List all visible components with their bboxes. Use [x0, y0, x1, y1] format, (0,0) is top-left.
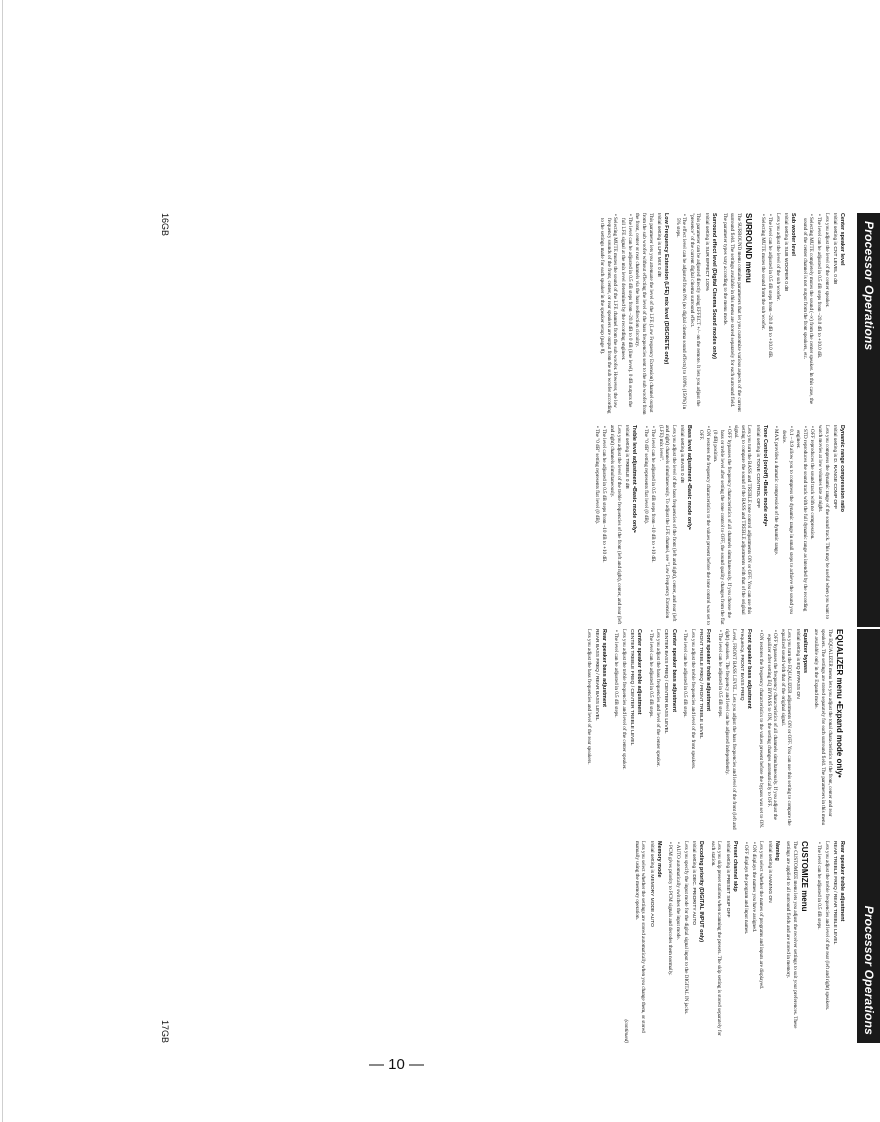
bullet-item: • Selecting MUTE mutes the sound of the LFE channel from the sub woofer. However, the low frequency sounds of the front, center, or rear speakers are output from the sub woofer according to the settings made for each speaker in the speaker setup (page 8). — [599, 214, 619, 414]
bullet-item: • The level can be adjusted in 0.5 dB steps. — [647, 630, 654, 718]
bullet-item: • The level can be adjusted in 0.5 dB steps from –20.0 dB to +10.0 dB. — [816, 214, 822, 359]
bullet-item: • The level can be adjusted in 0.5 dB steps. — [612, 630, 619, 718]
bullet-item: • The level can be adjusted in 0.5 dB steps. — [682, 630, 689, 718]
section-heading: Decoding priority (DIGITAL INPUT only) — [697, 841, 704, 943]
section-heading: Sub woofer level — [790, 213, 797, 256]
right-page-header: Processor Operations — [857, 629, 880, 1043]
initial-setting-line: Initial setting is SUR EFFECT 100% — [703, 213, 709, 291]
menu-heading: EQUALIZER menu •Expand mode only• — [835, 629, 844, 778]
bullet-item: • The level can be adjusted in 0.5 dB steps from –20.0 dB to +10.0 dB. — [767, 214, 774, 359]
bullet-item: • MAX provides a dramatic compression of the dynamic range. — [773, 426, 780, 556]
menu-heading: SURROUND menu — [743, 213, 753, 283]
bullet-item: • ON restores the frequency characteristics to the values present before the tone control was set to OFF. — [698, 426, 711, 625]
bullet-item: • OFF reproduces the sound track with no compression. — [809, 426, 816, 540]
body-paragraph: Lets you skip preset stations when scanning the presets. The skip setting is stored separately for each station. — [709, 841, 723, 1036]
bullet-item: • The level can be adjusted in 0.5 dB steps. — [816, 842, 822, 930]
body-paragraph: Lets you adjust the treble frequencies and level of the rear (left and right) speakers. — [823, 841, 830, 1011]
section-heading: Front speaker bass adjustment — [746, 629, 753, 709]
manual-spread — [160, 213, 880, 1043]
body-paragraph: Lets you adjust the level of the center speaker. — [823, 213, 830, 308]
section-heading: Naming — [773, 841, 780, 861]
body-paragraph: Lets you adjust the bass frequencies and level of the center speaker. — [655, 629, 662, 767]
bullet-item: • ON displays the names you have assigned. — [750, 842, 757, 933]
body-paragraph: Level, FRONT BASS LEVEL. Lets you adjust the bass frequencies and level of the front (left and right) speakers. The frequency and level can be adjusted independently. — [724, 629, 737, 830]
section-heading: Rear speaker bass adjustment — [601, 629, 608, 707]
section-heading: Center speaker level — [839, 213, 845, 266]
section-heading: Bass level adjustment •Basic mode only• — [686, 425, 693, 530]
initial-setting-line: CENTER TREBLE FREQ / CENTER TREBLE LEVEL — [628, 629, 634, 746]
bullet-item: • OFF bypasses the frequency characteristics of all channels simultaneously. If you adjust the equalizer after setting EQ BYPASS to ON, the setting changes automatically to OFF. — [765, 630, 779, 820]
section-heading: Treble level adjustment •Basic mode only• — [631, 425, 638, 533]
initial-setting-line: Initial setting is CNT LEVEL 0 dB — [831, 213, 837, 285]
initial-setting-line: Initial setting is BASS 0 dB — [679, 425, 685, 483]
right-page-columns — [182, 629, 850, 1043]
initial-setting-line: Initial setting is TREBLE 0 dB — [624, 425, 630, 489]
body-paragraph: Lets you adjust the treble frequencies and level of the front speakers. — [689, 629, 696, 770]
menu-heading: CUSTOMIZE menu — [800, 841, 810, 912]
initial-setting-line: Initial setting is EQ BYPASS ON — [794, 629, 800, 699]
section-heading: Center speaker bass adjustment — [670, 629, 677, 712]
body-paragraph: Lets you select whether the settings are stored automatically when you change them, or stored manually using the memory operation. — [633, 841, 647, 1033]
initial-setting-line: CENTER BASS FREQ / CENTER BASS LEVEL — [663, 629, 669, 734]
body-paragraph: Lets you turn the BASS and TREBLE tone control adjustments ON or OFF. You can use this setting to compare the sound of the BASS and TREBLE adjustments with that of the original signal. — [733, 425, 753, 615]
left-column-2 — [182, 425, 850, 627]
body-paragraph: The EQUALIZER menu lets you adjust the tonal characteristics of the front, center and rear speakers. The settings are stored separately for each surround field. The parameters in this menu are available only in the Expand mode. — [813, 629, 833, 826]
bullet-item: • STD reproduces the sound track with the full dynamic range as intended by the recording engineer. — [795, 426, 808, 612]
bullet-item: • The level can be adjusted in 0.5 dB steps. — [716, 630, 723, 718]
bullet-item: • 0.1 – 0.9 allow you to compress the dynamic range in small steps to achieve the sound you desire. — [780, 426, 794, 614]
section-heading: Dynamic range compression ratio — [839, 425, 845, 512]
bullet-item: • OFF bypasses the frequency characteristics of all channels simultaneously. If you choose the bass or treble level after setting the tone control to OFF, the sound quality changes from the flat (0 dB) position. — [712, 426, 732, 625]
initial-setting-line: Initial setting is TONE CONTROL OFF — [754, 425, 760, 509]
body-paragraph: The SURROUND menu contains parameters that let you customize various aspects of the current surround field. The settings available in this menu are stored separately for each surround field. The parameter types vary according to the menu mode. — [722, 213, 742, 412]
body-paragraph: Lets you turn the EQUALIZER adjustments ON or OFF. You can use this setting to compare the equalized sound with that of the original signal. — [779, 629, 793, 826]
bullet-item: • The "0 dB" setting represents flat level (0 dB). — [593, 426, 600, 524]
initial-setting-line: Initial setting is DEC. PRIORITY AUTO — [690, 841, 696, 926]
bullet-item: • The level can be adjusted in 0.5 dB steps from –10 dB to +10 dB. — [601, 426, 608, 563]
initial-setting-line: REAR TREBLE FREQ / REAR TREBLE LEVEL — [831, 841, 837, 945]
bullet-item: • Selecting MUTE mutes the sound from the sub woofer. — [759, 214, 766, 330]
bullet-item: • The effect level can be adjusted from 0% (no digital cinema sound effects) to 100% (150%) in 5% steps. — [674, 214, 688, 410]
body-paragraph: Lets you adjust the level of the treble frequencies of the front (left and right), center, and rear (left and right) channels simultaneously. — [609, 425, 622, 625]
body-paragraph: Lets you adjust the level of the bass frequencies of the front (left and right), center, and rear (left and right) channels simultaneously. To adjust the LFE channel, see "Low Frequency Extension (LFE) mix level". — [657, 425, 678, 622]
section-heading: Equalizer bypass — [801, 629, 808, 674]
body-paragraph: Lets you specify the input mode for the digital signal input to the DIGITAL IN jacks. — [682, 841, 689, 1015]
initial-setting-line: Initial setting is LFE MIX 0 dB — [655, 213, 661, 277]
initial-setting-line: Frequency, FRONT BASS FREQ — [739, 629, 745, 701]
body-paragraph: This parameter lets you attenuate the level of the LFE (Low Frequency Extension) channel output from the sub woofer without effecting the level of the bass frequencies sent to the sub woofer from the front, center or rear channels via the bass redirection circuitry. — [634, 213, 654, 415]
right-page-number: 17GB — [160, 1019, 170, 1043]
bullet-item: • AUTO automatically switches the input mode. — [674, 842, 681, 940]
body-paragraph: Lets you adjust the bass frequencies and level of the rear speakers. — [585, 629, 592, 765]
body-paragraph: Lets you select whether the names of programs and inputs are displayed. — [758, 841, 765, 989]
bullet-item: • The "0 dB" setting represents flat level (0 dB). — [642, 426, 649, 524]
body-paragraph: Lets you adjust the level of the sub woofer. — [774, 213, 781, 301]
continued-note: (continued) — [623, 1019, 630, 1043]
left-page — [160, 213, 880, 627]
initial-setting-line: REAR BASS FREQ / REAR BASS LEVEL — [594, 629, 600, 721]
right-page — [160, 629, 880, 1043]
body-paragraph: This parameter can be adjusted directly using EFFECT +/– on the remote. It lets you adjust the "presence" of the current digital cinema surround effect. — [688, 213, 702, 407]
body-paragraph: Lets you compress the dynamic range of the sound track. This may be useful when you want to watch movies at low volumes late at night. — [817, 425, 830, 619]
body-paragraph: The CUSTOMIZE menu lets you adjust the receiver settings to suit your preferences. These settings are applied to all surround fields and are stored in memory. — [785, 841, 798, 1029]
bullet-item: • Selecting MUTE completely mutes the sound (–∞) from the center speaker. In this case, the sound of the center channel is not output from the front speakers, etc. — [801, 214, 815, 405]
left-page-columns — [182, 213, 850, 627]
bullet-item: • The level can be adjusted in 0.5 dB steps from –10 dB to +10 dB. — [650, 426, 657, 563]
initial-setting-line: Initial setting is D. RANGE COMP OFF — [831, 425, 837, 510]
left-column-1 — [182, 213, 850, 415]
bullet-item: • OFF displays the program and input names. — [743, 842, 750, 935]
left-page-number: 16GB — [160, 213, 170, 237]
section-heading: Memory mode — [655, 841, 662, 878]
right-column-1 — [182, 629, 850, 831]
section-heading: Tone Control (on/off) •Basic mode only• — [761, 425, 768, 527]
section-heading: Low Frequency Extension (LFE) mix level (DISCRETE only) — [662, 213, 669, 365]
initial-setting-line: Initial setting is NAMING ON — [766, 841, 772, 903]
section-heading: Center speaker treble adjustment — [635, 629, 642, 715]
body-paragraph: Lets you adjust the treble frequencies and level of the center speaker. — [620, 629, 627, 770]
initial-setting-line: Initial setting is PRESET SKIP OFF — [724, 841, 730, 918]
section-heading: Surround effect level (Digital Cinema Sound modes only) — [710, 213, 717, 359]
bullet-item: • ON restores the frequency characteristics to the values present before the bypass was set to ON. — [757, 630, 764, 829]
bullet-item: • The level can be adjusted in 0.5 dB steps from –20.0 dB to 0 dB (line level). 0 dB outputs the full LFE signal at the mix level determined by the recording engineer. — [620, 214, 633, 408]
initial-setting-line: FRONT TREBLE FREQ / FRONT TREBLE LEVEL — [698, 629, 704, 739]
section-heading: Rear speaker treble adjustment — [839, 841, 845, 922]
right-column-2 — [182, 841, 850, 1043]
initial-setting-line: Initial setting is MEMORY MODE AUTO — [648, 841, 654, 927]
initial-setting-line: Initial setting is SUB WOOFER 0 dB — [783, 213, 789, 292]
sheet-page-label: — 10 — — [368, 1056, 425, 1073]
scan-edge-line — [2, 0, 3, 1122]
bullet-item: • PCM gives priority to PCM signals and decodes them normally. — [667, 842, 674, 976]
left-page-header: Processor Operations — [857, 213, 880, 627]
section-heading: Front speaker treble adjustment — [705, 629, 712, 712]
section-heading: Preset channel skip — [731, 841, 738, 892]
